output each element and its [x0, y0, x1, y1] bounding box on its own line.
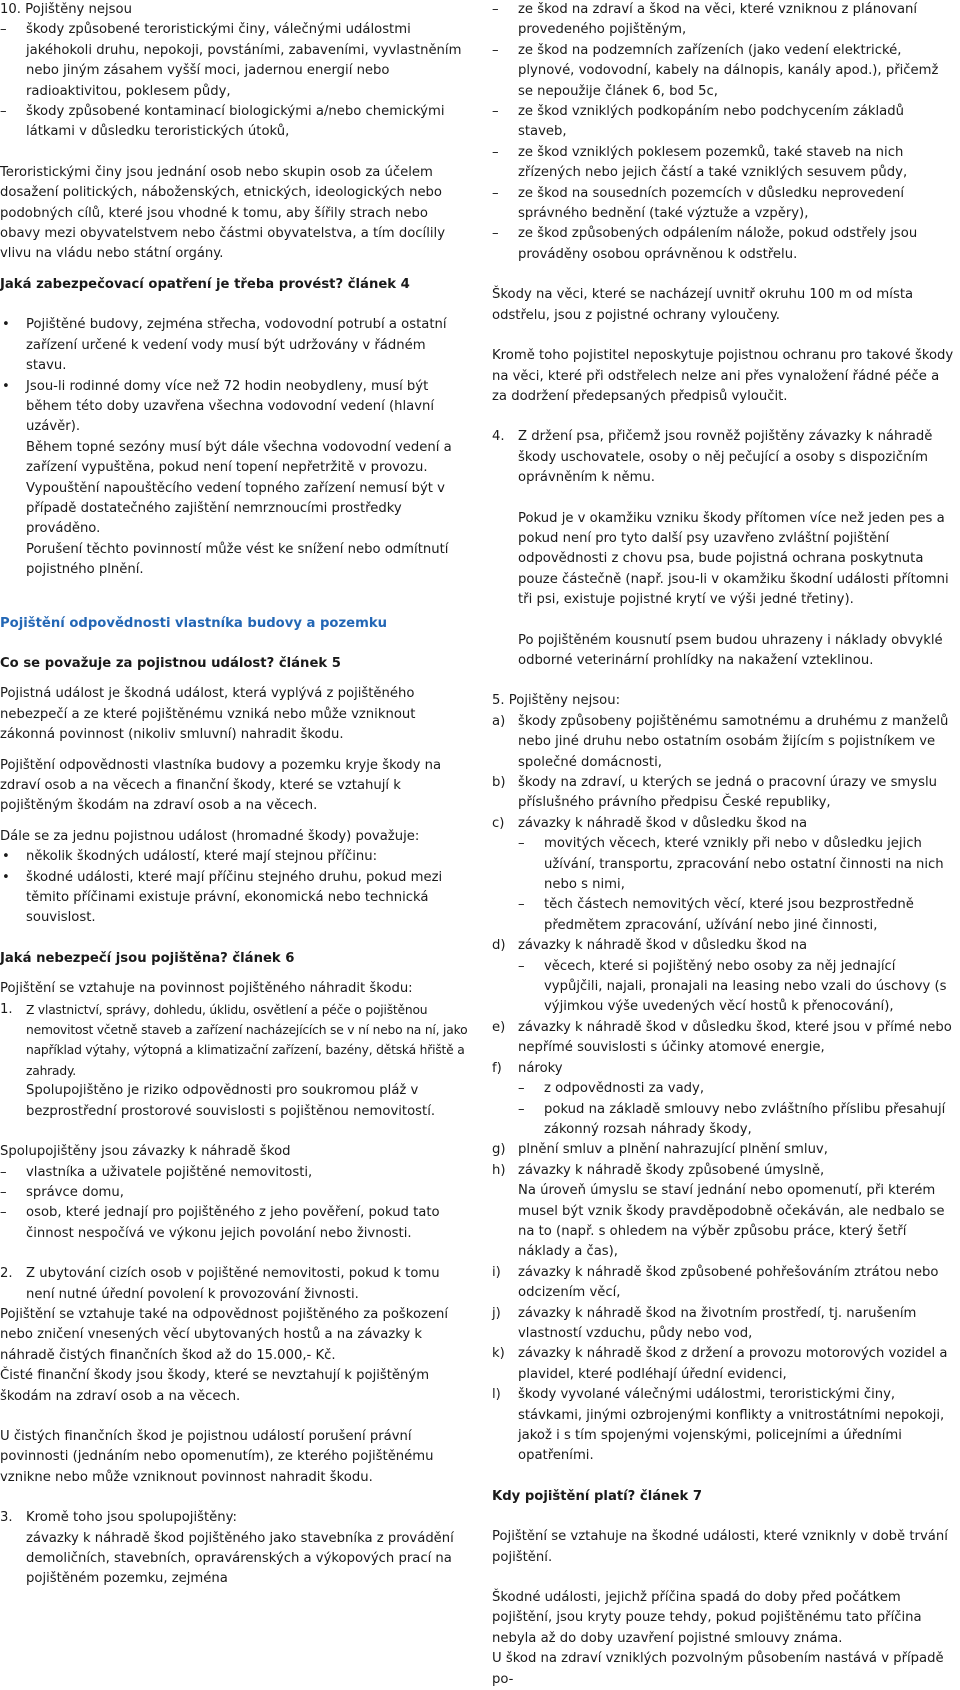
item-text: Z ubytování cizích osob v pojištěné nemovitosti, pokud k tomu není nutné úřední povolení k provozování živnosti. — [26, 1266, 440, 1302]
paragraph: Pojištění se vztahuje na škodné události, které vzniknly v době trvání pojištění. — [492, 1529, 948, 1565]
dash-item: – věcech, které si pojištěný nebo osoby za něj jednající vypůjčili, najali, pronajali na leasing nebo vzali do úschovy (s výjimkou výše uvedených věcí hostů k přenocování), — [492, 957, 954, 1018]
heading: Co se považuje za pojistnou událost? článek 5 — [0, 655, 341, 671]
item-text: škody způsobeny pojištěnému samotnému a druhému z manželů nebo jiné druhu nebo ostatním osobám žijícím s pojistníkem ve společné domácnosti, — [518, 713, 949, 770]
paragraph: 10. Pojištěny nejsou — [0, 2, 132, 17]
lettered-item — [492, 1018, 954, 1059]
dash-item: – ze škod na sousedních pozemcích v důsledku neprovedení správného bednění (také výztuže a vzpěry), — [492, 184, 954, 225]
item-text: Z vlastnictví, správy, dohledu, úklidu, osvětlení a péče o pojištěnou nemovitost včetně staveb a zařízení nacházejících se v ní nebo na ní, jako například výtahy, výtopná a klimatizační zařízení, bazény, dětská hřiště a zahrady. — [26, 1002, 468, 1078]
paragraph: Pojistná událost je škodná událost, která vyplývá z pojištěného nebezpečí a ze které pojištěnému vzniká nebo může vzniknout zákonná povinnost (nikoliv smluvní) nahradit škodu. — [0, 686, 416, 743]
item-text: závazky k náhradě škod v důsledku škod, které jsou v přímé nebo nepřímé souvislosti s účinky atomové energie, — [518, 1019, 952, 1056]
item-letter: i) — [492, 1264, 501, 1280]
bullet-item: • několik škodných událostí, které mají stejnou příčinu: — [0, 847, 468, 867]
item-letter: j) — [492, 1305, 501, 1321]
dash-item: – vlastníka a uživatele pojištěné nemovitosti, — [0, 1163, 468, 1183]
paragraph: Škodné události, jejichž příčina spadá do doby před počátkem pojištění, jsou kryty pouze tehdy, pokud pojištěnému tato příčina nebyla až do doby uzavření pojistné smlouvy známa. — [492, 1590, 922, 1646]
item-letter: a) — [492, 713, 506, 729]
numbered-item — [0, 1508, 468, 1590]
item-text: závazky k náhradě škod v důsledku škod na — [518, 815, 808, 831]
paragraph: Pojištění se vztahuje na povinnost pojištěného náhradit škodu: — [0, 981, 413, 997]
item-number: 4. — [492, 429, 505, 445]
lettered-item — [492, 1385, 954, 1467]
paragraph: Pojištění odpovědnosti vlastníka budovy a pozemku kryje škody na zdraví osob a na věcech a finanční škody, které se vztahují k pojištěným škodám na zdraví osob a na věcech. — [0, 757, 442, 814]
paragraph: Vypouštění napouštěcího vedení topného zařízení nemusí být v případě dostatečného zajištění nemrznoucími prostředky prováděno. — [26, 480, 445, 537]
item-text: škody na zdraví, u kterých se jedná o pracovní úrazy ve smyslu příslušného právního předpisu České republiky, — [518, 775, 937, 811]
item-letter: h) — [492, 1162, 506, 1178]
lettered-item — [492, 1059, 954, 1079]
item-number: 2. — [0, 1266, 13, 1282]
item-text: závazky k náhradě škod na životním prostředí, tj. narušením vlastností vzduchu, půdy nebo vod, — [518, 1305, 917, 1341]
right-column — [492, 0, 954, 1690]
item-letter: d) — [492, 938, 506, 954]
lettered-item — [492, 1161, 954, 1263]
dash-item: – movitých věcech, které vznikly při nebo v důsledku jejich užívání, transportu, zpracování nebo ostatní činnosti na nich nebo s nimi, — [492, 834, 954, 895]
paragraph: U škod na zdraví vzniklých pozvolným působením nastává v případě po- — [492, 1651, 944, 1687]
item-text: závazky k náhradě škod z držení a provozu motorových vozidel a plavidel, které podléhají úřední evidenci, — [518, 1346, 948, 1382]
item-letter: l) — [492, 1387, 501, 1403]
bullet-item: • Jsou-li rodinné domy více než 72 hodin neobydleny, musí být během této doby uzavřena všechna vodovodní vedení (hlavní uzávěr). — [0, 377, 468, 438]
item-text: Spolupojištěno je riziko odpovědnosti pro soukromou pláž v bezprostřední prostorové souvislosti s pojištěnou nemovitostí. — [26, 1083, 436, 1119]
paragraph: Teroristickými činy jsou jednání osob nebo skupin osob za účelem dosažení politických, náboženských, etnických, ideologických nebo podobných cílů, které jsou vhodné k tomu, aby šířily strach nebo obavy mezi obyvatelstvem nebo částmi obyvatelstva, a tím docílily vlivu na vládu nebo státní orgány. — [0, 164, 445, 262]
left-column — [0, 0, 468, 1590]
item-text: závazky k náhradě škod pojištěného jako stavebníka z provádění demoličních, stavebních, opravárenských a výkopových prací na pojištěném pozemku, zejména — [26, 1530, 454, 1587]
paragraph: U čistých finančních škod je pojistnou událostí porušení právní povinnosti (jednáním nebo opomenutím), ze kterého pojištěnému vznikne nebo může vzniknout povinnost nahradit škodu. — [0, 1428, 434, 1485]
paragraph: Kromě toho pojistitel neposkytuje pojistnou ochranu pro takové škody na věci, které při odstřelech nelze ani přes vynaložení řádné péče a za dodržení předepsaných předpisů vyloučit. — [492, 348, 954, 404]
paragraph: Pojištění se vztahuje také na odpovědnost pojištěného za poškození nebo zničení vnesených věcí ubytovaných hostů a na závazky k náhradě čistých finančních škod až do 15.000,- Kč. — [0, 1306, 449, 1363]
item-letter: b) — [492, 775, 506, 790]
item-text: závazky k náhradě škod v důsledku škod na — [518, 938, 808, 954]
lettered-item — [492, 936, 954, 956]
lettered-item — [492, 1304, 954, 1345]
item-number: 3. — [0, 1510, 13, 1526]
item-letter: f) — [492, 1060, 502, 1076]
dash-item: – pokud na základě smlouvy nebo zvláštního příslibu přesahují zákonný rozsah náhrady škody, — [492, 1100, 954, 1141]
item-text: Po pojištěném kousnutí psem budou uhrazeny i náklady obvyklé odborné veterinární prohlídky na nakažení vzteklinou. — [518, 632, 943, 668]
dash-item: – ze škod vzniklých podkopáním nebo podchycením základů staveb, — [492, 102, 954, 143]
bullet-item: • škodné události, které mají příčinu stejného druhu, pokud mezi těmito příčinami existuje právní, ekonomická nebo technická souvislost. — [0, 868, 468, 929]
numbered-item — [0, 1000, 468, 1122]
item-text: závazky k náhradě škody způsobené úmyslně, — [518, 1162, 825, 1178]
dash-item: – těch částech nemovitých věcí, které jsou bezprostředně předmětem zpracování, užívání nebo jiné činnosti, — [492, 895, 954, 936]
dash-item: – škody způsobené teroristickými činy, válečnými událostmi jakéhokoli druhu, nepokoji, povstáními, zabaveními, vyvlastněním nebo jiným zásahem vyšší moci, jadernou energií nebo radioaktivitou, poklesem půdy, — [0, 20, 468, 102]
item-letter: c) — [492, 815, 505, 831]
numbered-item — [492, 427, 954, 671]
lettered-item — [492, 1263, 954, 1304]
paragraph: Porušení těchto povinností může vést ke snížení nebo odmítnutí pojistného plnění. — [26, 541, 449, 578]
heading: Jaká zabezpečovací opatření je třeba provést? článek 4 — [0, 276, 410, 292]
item-text: plnění smluv a plnění nahrazující plnění smluv, — [518, 1142, 828, 1158]
paragraph: 5. Pojištěny nejsou: — [492, 693, 621, 709]
dash-item: – osob, které jednají pro pojištěného z jeho pověření, pokud tato činnost nespočívá ve výkonu jejich povolání nebo živnosti. — [0, 1203, 468, 1244]
item-number: 1. — [0, 1001, 13, 1017]
lettered-item — [492, 773, 954, 814]
item-text: Pokud je v okamžiku vzniku škody přítomen více než jeden pes a pokud není pro tyto další psy uzavřeno zvláštní pojištění odpovědnosti z chovu psa, bude pojistná ochrana poskytnuta pouze částečně (např. jsou-li v okamžiku škodní události přítomni tři psi, existuje pojistné krytí ve výši jedné třetiny). — [518, 510, 949, 608]
bullet-item: • Pojištěné budovy, zejména střecha, vodovodní potrubí a ostatní zařízení určené k vedení vody musí být udržovány v řádném stavu. — [0, 315, 468, 376]
item-letter: e) — [492, 1019, 506, 1035]
heading: Kdy pojištění platí? článek 7 — [492, 1488, 703, 1504]
lettered-item — [492, 712, 954, 773]
paragraph: Škody na věci, které se nacházejí uvnitř okruhu 100 m od místa odstřelu, jsou z pojistné ochrany vyloučeny. — [492, 287, 914, 323]
item-text: závazky k náhradě škod způsobené pohřešováním ztrátou nebo odcizením věcí, — [518, 1264, 939, 1301]
lettered-item — [492, 1344, 954, 1385]
dash-item: – z odpovědnosti za vady, — [492, 1079, 954, 1099]
dash-item: – škody způsobené kontaminací biologickými a/nebo chemickými látkami v důsledku teroristických útoků, — [0, 102, 468, 143]
lettered-item — [492, 1140, 954, 1160]
dash-item: – ze škod způsobených odpálením nálože, pokud odstřely jsou prováděny osobou oprávněnou k odstřelu. — [492, 224, 954, 265]
paragraph: Během topné sezóny musí být dále všechna vodovodní vedení a zařízení vypuštěna, pokud není topení nepřetržitě v provozu. — [26, 439, 452, 476]
section-title: Pojištění odpovědnosti vlastníka budovy a pozemku — [0, 615, 388, 631]
item-text: Na úroveň úmyslu se staví jednání nebo opomenutí, při kterém musel být vznik škody pravděpodobně očekáván, ale nedbalo se na to (např. s ohledem na výběr způsobu práce, který šetří náklady a čas), — [518, 1183, 945, 1260]
dash-item: – správce domu, — [0, 1183, 468, 1203]
paragraph: Dále se za jednu pojistnou událost (hromadné škody) považuje: — [0, 828, 420, 844]
item-letter: g) — [492, 1142, 506, 1158]
item-text: Kromě toho jsou spolupojištěny: — [26, 1510, 237, 1526]
paragraph: Čisté finanční škody jsou škody, které se nevztahují k pojištěným škodám na zdraví osob a na věcech. — [0, 1368, 430, 1404]
item-text: škody vyvolané válečnými událostmi, teroristickými činy, stávkami, jinými ozbrojenými konflikty a vnitrostátními nepokoji, jakož i s tím spojenými vojenskými, policejními a úředními opatřeními. — [518, 1387, 945, 1464]
item-letter: k) — [492, 1346, 505, 1362]
dash-item: – ze škod na zdraví a škod na věci, které vzniknou z plánovaní provedeného pojištěným, — [492, 0, 954, 41]
dash-item: – ze škod na podzemních zařízeních (jako vedení elektrické, plynové, vodovodní, kabely na dálnopis, kanály apod.), přičemž se nepoužije článek 6, bod 5c, — [492, 41, 954, 102]
item-text: nároky — [518, 1060, 563, 1076]
dash-item: – ze škod vzniklých poklesem pozemků, také staveb na nich zřízených nebo jejich částí a také vzniklých sesuvem půdy, — [492, 143, 954, 184]
numbered-item — [0, 1264, 468, 1305]
paragraph: Spolupojištěny jsou závazky k náhradě škod — [0, 1144, 291, 1160]
item-text: Z držení psa, přičemž jsou rovněž pojištěny závazky k náhradě škody uschovatele, osoby o něj pečující a osoby s dispozičním oprávněním k němu. — [518, 429, 933, 486]
heading: Jaká nebezpečí jsou pojištěna? článek 6 — [0, 950, 295, 966]
lettered-item — [492, 814, 954, 834]
